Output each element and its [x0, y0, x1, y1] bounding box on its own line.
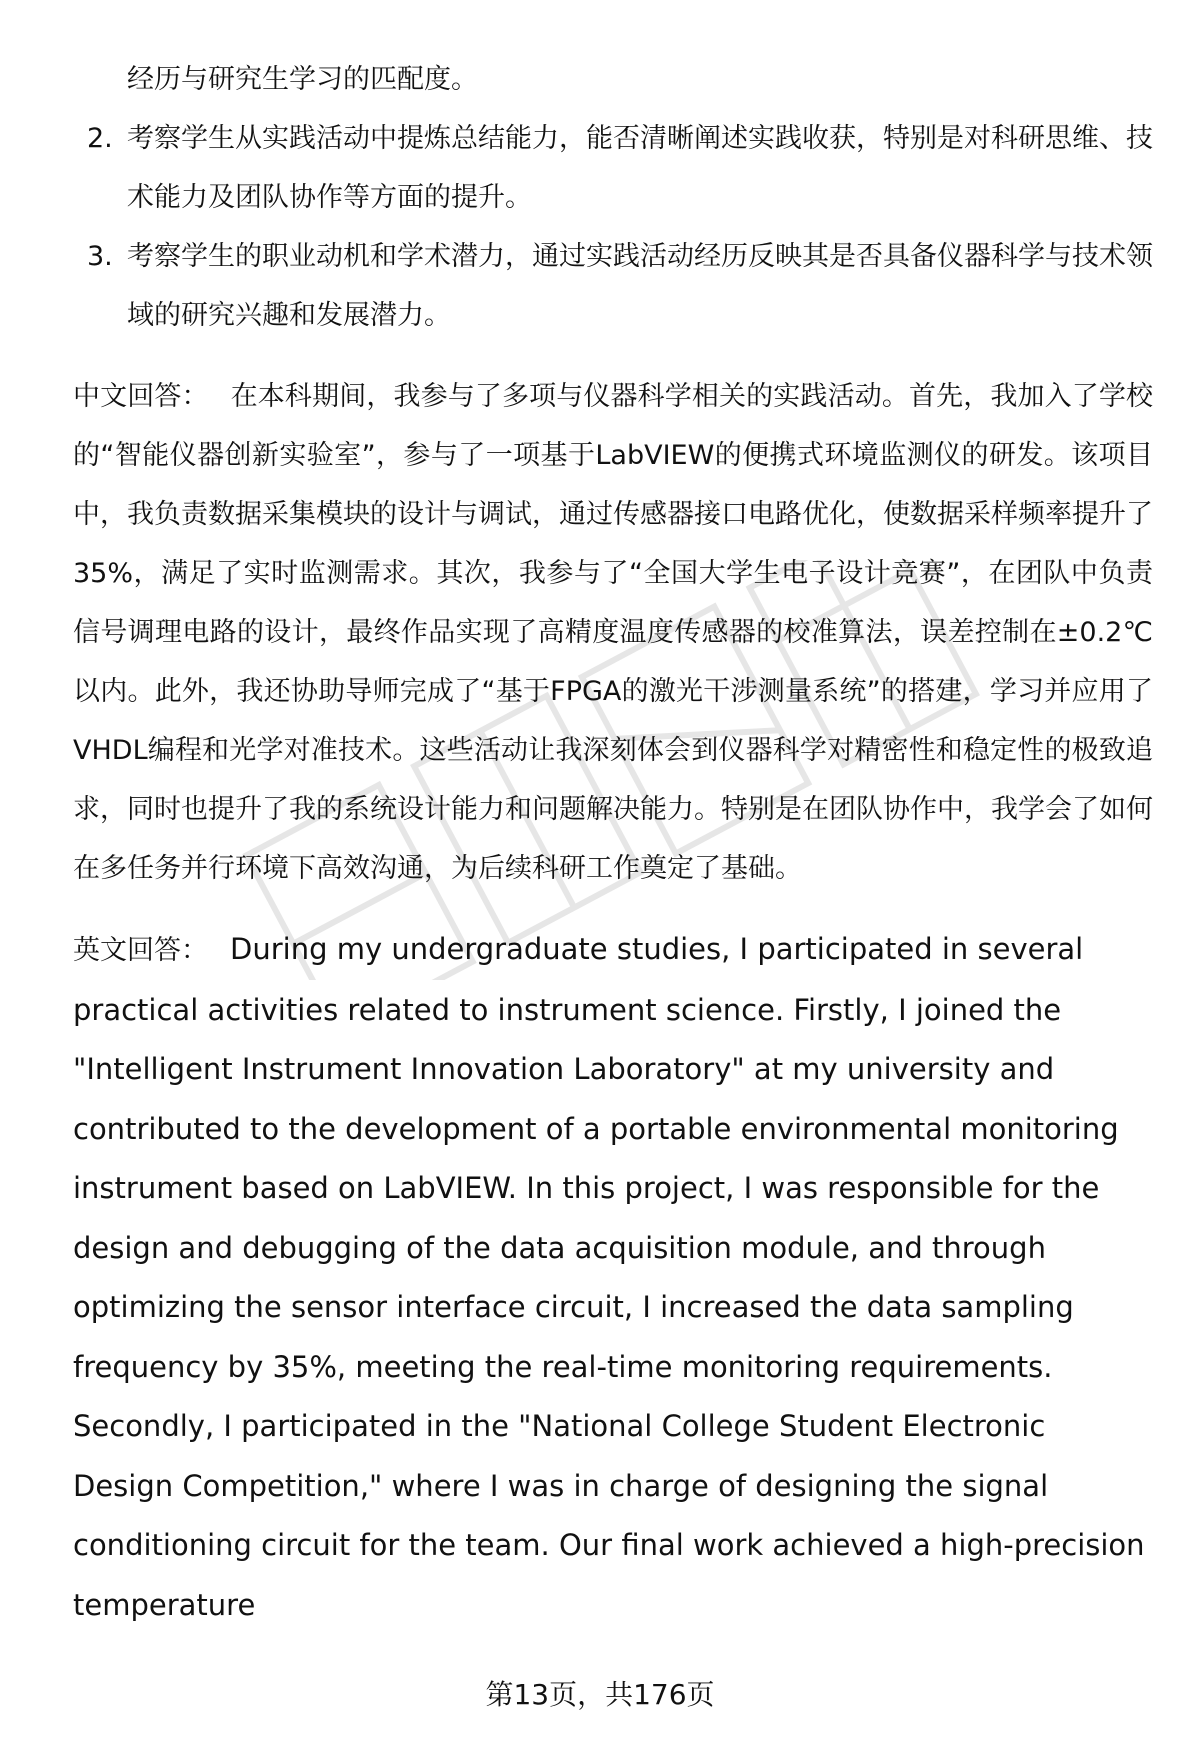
- list-item: [73, 109, 1153, 227]
- page-number-footer: 第13页，共176页: [485, 1678, 715, 1711]
- english-answer-text: During my undergraduate studies, I participated in several practical activities related to instrument science. Firstly, I joined the "Intelligent Instrument Innovation Laboratory" at my university and contributed to the development of a portable environmental monitoring instrument based on LabVIEW. In this project, I was responsible for the design and debugging of the data acquisition module, and through optimizing the sensor interface circuit, I increased the data sampling frequency by 35%, meeting the real-time monitoring requirements. Secondly, I participated in the "National College Student Electronic Design Competition," where I was in charge of designing the signal conditioning circuit for the team. Our final work achieved a high-precision temperature: [73, 932, 1145, 1622]
- list-number: 2.: [87, 123, 113, 154]
- list-item-text: 考察学生从实践活动中提炼总结能力，能否清晰阐述实践收获，特别是对科研思维、技术能力及团队协作等方面的提升。: [127, 123, 1153, 213]
- list-item: [73, 227, 1153, 345]
- list-number: 3.: [87, 241, 113, 272]
- main-content: [73, 50, 1153, 1635]
- chinese-answer-text: 在本科期间，我参与了多项与仪器科学相关的实践活动。首先，我加入了学校的“智能仪器创新实验室”，参与了一项基于LabVIEW的便携式环境监测仪的研发。该项目中，我负责数据采集模块的设计与调试，通过传感器接口电路优化，使数据采样频率提升了35%，满足了实时监测需求。其次，我参与了“全国大学生电子设计竞赛”，在团队中负责信号调理电路的设计，最终作品实现了高精度温度传感器的校准算法，误差控制在±0.2℃以内。此外，我还协助导师完成了“基于FPGA的激光干涉测量系统”的搭建，学习并应用了VHDL编程和光学对准技术。这些活动让我深刻体会到仪器科学对精密性和稳定性的极致追求，同时也提升了我的系统设计能力和问题解决能力。特别是在团队协作中，我学会了如何在多任务并行环境下高效沟通，为后续科研工作奠定了基础。: [73, 381, 1154, 884]
- english-answer-label: 英文回答：: [73, 935, 208, 966]
- list-item-continuation: 经历与研究生学习的匹配度。: [127, 64, 478, 95]
- chinese-answer-paragraph: [73, 367, 1153, 898]
- list-item-text: 考察学生的职业动机和学术潜力，通过实践活动经历反映其是否具备仪器科学与技术领域的研究兴趣和发展潜力。: [127, 241, 1153, 331]
- chinese-answer-label: 中文回答：: [73, 381, 209, 412]
- english-answer-paragraph: [73, 920, 1153, 1635]
